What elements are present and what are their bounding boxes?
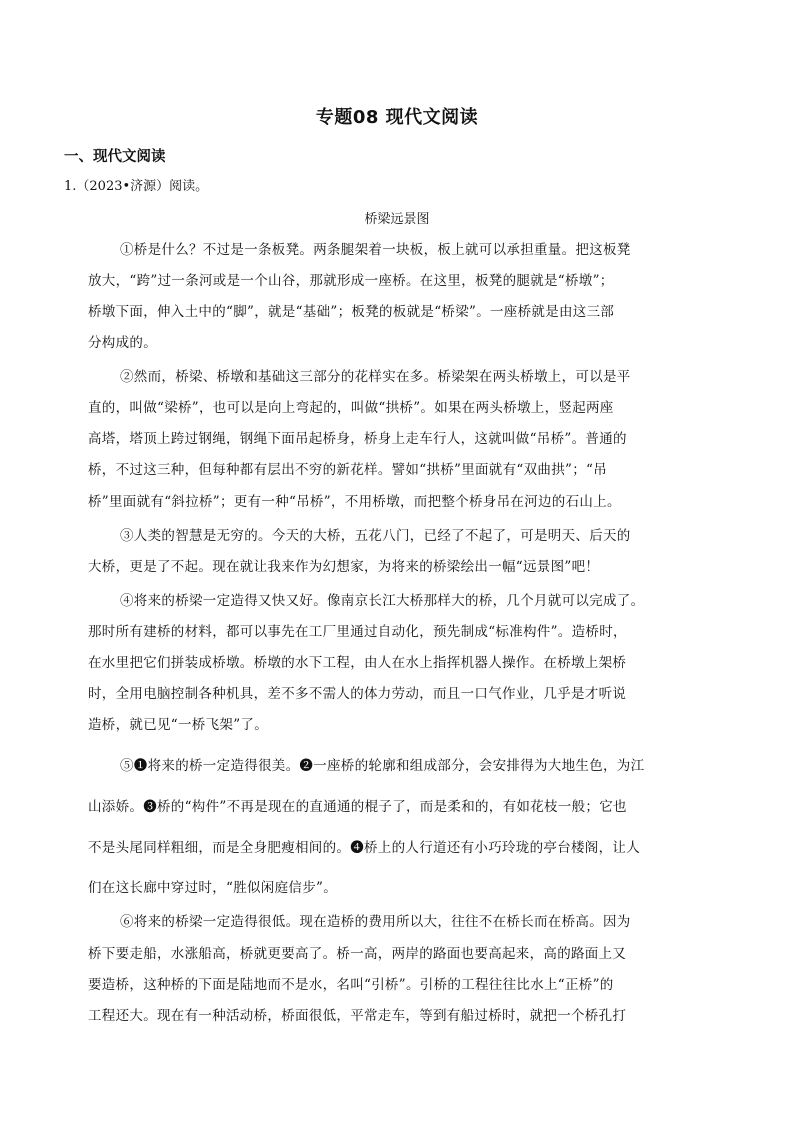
article-line: 高塔，塔顶上跨过钢绳，钢绳下面吊起桥身，桥身上走车行人，这就叫做“吊桥”。普通的 xyxy=(88,431,627,447)
article-line: 桥下要走船，水涨船高，桥就更要高了。桥一高，两岸的路面也要高起来，高的路面上又 xyxy=(88,946,627,962)
article-line: 分构成的。 xyxy=(88,335,157,351)
article-line: ①桥是什么？不过是一条板凳。两条腿架着一块板，板上就可以承担重量。把这板凳 xyxy=(120,242,631,258)
article-line: 山添娇。❸桥的“构件”不再是现在的直通通的棍子了，而是柔和的，有如花枝一般；它也 xyxy=(88,799,627,815)
article-line: 桥墩下面，伸入土中的“脚”，就是“基础”；板凳的板就是“桥梁”。一座桥就是由这三部 xyxy=(88,304,615,320)
article-line: ②然而，桥梁、桥墩和基础这三部分的花样实在多。桥梁架在两头桥墩上，可以是平 xyxy=(120,369,631,385)
question-label: 1.（2023•济源）阅读。 xyxy=(64,179,209,194)
article-title: 桥梁远景图 xyxy=(364,212,430,227)
article-line: 放大，“跨”过一条河或是一个山谷，那就形成一座桥。在这里，板凳的腿就是“桥墩”； xyxy=(88,273,614,289)
article-line: 要造桥，这种桥的下面是陆地而不是水，名叫“引桥”。引桥的工程往往比水上“正桥”的 xyxy=(88,977,614,993)
article-line: 时，全用电脑控制各种机具，差不多不需人的体力劳动，而且一口气作业，几乎是才听说 xyxy=(88,686,627,702)
article-line: 桥，不过这三种，但每种都有层出不穷的新花样。譬如“拱桥”里面就有“双曲拱”；“吊 xyxy=(88,462,608,478)
article-line: ④将来的桥梁一定造得又快又好。像南京长江大桥那样大的桥，几个月就可以完成了。 xyxy=(120,593,645,609)
section-heading: 一、现代文阅读 xyxy=(64,149,166,165)
article-line: 那时所有建桥的材料，都可以事先在工厂里通过自动化，预先制成“标准构件”。造桥时， xyxy=(88,624,627,640)
article-line: 工程还大。现在有一种活动桥，桥面很低，平常走车，等到有船过桥时，就把一个桥孔打 xyxy=(88,1008,627,1024)
article-line: 大桥，更是了不起。现在就让我来作为幻想家，为将来的桥梁绘出一幅“远景图”吧！ xyxy=(88,559,600,575)
article-line: 直的，叫做“梁桥”，也可以是向上弯起的，叫做“拱桥”。如果在两头桥墩上，竖起两座 xyxy=(88,400,614,416)
article-line: 们在这长廊中穿过时，“胜似闲庭信步”。 xyxy=(88,880,338,896)
article-line: 造桥，就已见“一桥飞架”了。 xyxy=(88,717,269,733)
article-line: ⑤❶将来的桥一定造得很美。❷一座桥的轮廓和组成部分，会安排得为大地生色，为江 xyxy=(120,758,645,774)
article-line: ⑥将来的桥梁一定造得很低。现在造桥的费用所以大，往往不在桥长而在桥高。因为 xyxy=(120,914,631,930)
article-line: 桥”里面就有“斜拉桥”；更有一种“吊桥”，不用桥墩，而把整个桥身吊在河边的石山上。 xyxy=(88,494,621,510)
page-title: 专题08 现代文阅读 xyxy=(315,107,479,128)
article-line: 在水里把它们拼装成桥墩。桥墩的水下工程，由人在水上指挥机器人操作。在桥墩上架桥 xyxy=(88,655,627,671)
article-line: ③人类的智慧是无穷的。今天的大桥，五花八门，已经了不起了，可是明天、后天的 xyxy=(120,528,631,544)
article-line: 不是头尾同样粗细，而是全身肥瘦相间的。❹桥上的人行道还有小巧玲珑的亭台楼阁，让人 xyxy=(88,840,640,856)
